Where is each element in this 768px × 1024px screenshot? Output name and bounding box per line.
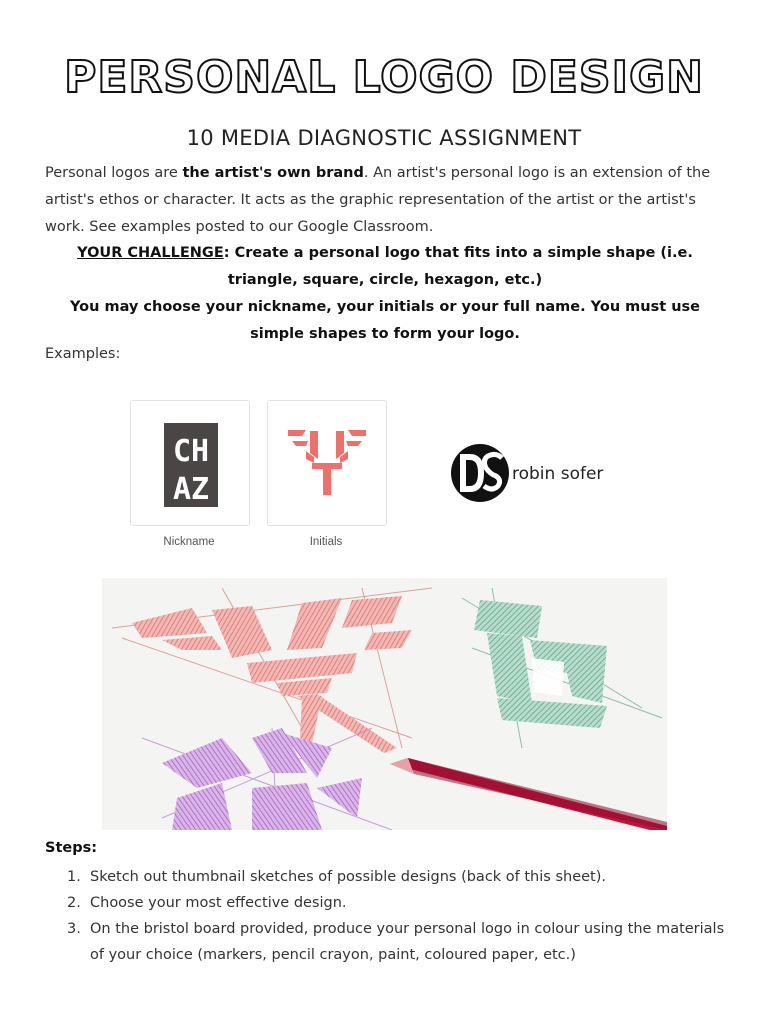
step-item [45, 890, 725, 916]
ds-logo [446, 440, 616, 506]
challenge-block [45, 240, 725, 348]
step-text: Choose your most effective design. [90, 895, 347, 911]
nickname-logo-line1: CH [172, 434, 210, 469]
intro-paragraph [45, 160, 725, 241]
page-title: PERSONAL LOGO DESIGN [64, 52, 704, 103]
step-item [45, 916, 725, 968]
step-number: 1. [67, 869, 81, 885]
challenge-line-2: You may choose your nickname, your initials or your full name. You must use simple shapes to form your logo. [69, 299, 701, 342]
nickname-logo [131, 401, 249, 525]
nickname-logo-line2: AZ [172, 472, 210, 507]
initials-caption: Initials [309, 536, 343, 548]
challenge-line [45, 240, 725, 294]
step-text: On the bristol board provided, produce your personal logo in colour using the materials of your choice (markers, pencil crayon, paint, coloured paper, etc.) [90, 921, 725, 963]
step-number: 2. [67, 895, 81, 911]
steps-list [45, 864, 725, 968]
nickname-example-card [130, 400, 250, 526]
step-text: Sketch out thumbnail sketches of possible designs (back of this sheet). [90, 869, 606, 885]
sketch-illustration [102, 578, 667, 830]
steps-label: Steps: [45, 840, 98, 856]
intro-bold: the artist's own brand [182, 165, 364, 181]
ds-logo-text: robin sofer [512, 464, 604, 484]
intro-text-end: . An artist's personal logo is an extension of the artist's ethos or character. It acts as the graphic representation of the artist or the artist's work. See examples posted to our Google Classroom. [45, 165, 711, 235]
sketch-photo [102, 578, 667, 830]
initials-logo [268, 401, 386, 525]
step-number: 3. [67, 921, 81, 937]
nickname-caption: Nickname [163, 536, 215, 548]
examples-label: Examples: [45, 346, 121, 362]
assignment-subtitle: 10 MEDIA DIAGNOSTIC ASSIGNMENT [186, 126, 582, 150]
challenge-text: : Create a personal logo that fits into a simple shape (i.e. triangle, square, circle, hexagon, etc.) [223, 245, 693, 288]
initials-example-card [267, 400, 387, 526]
step-item [45, 864, 725, 890]
intro-text-start: Personal logos are [45, 165, 183, 181]
challenge-label: YOUR CHALLENGE [77, 245, 224, 261]
